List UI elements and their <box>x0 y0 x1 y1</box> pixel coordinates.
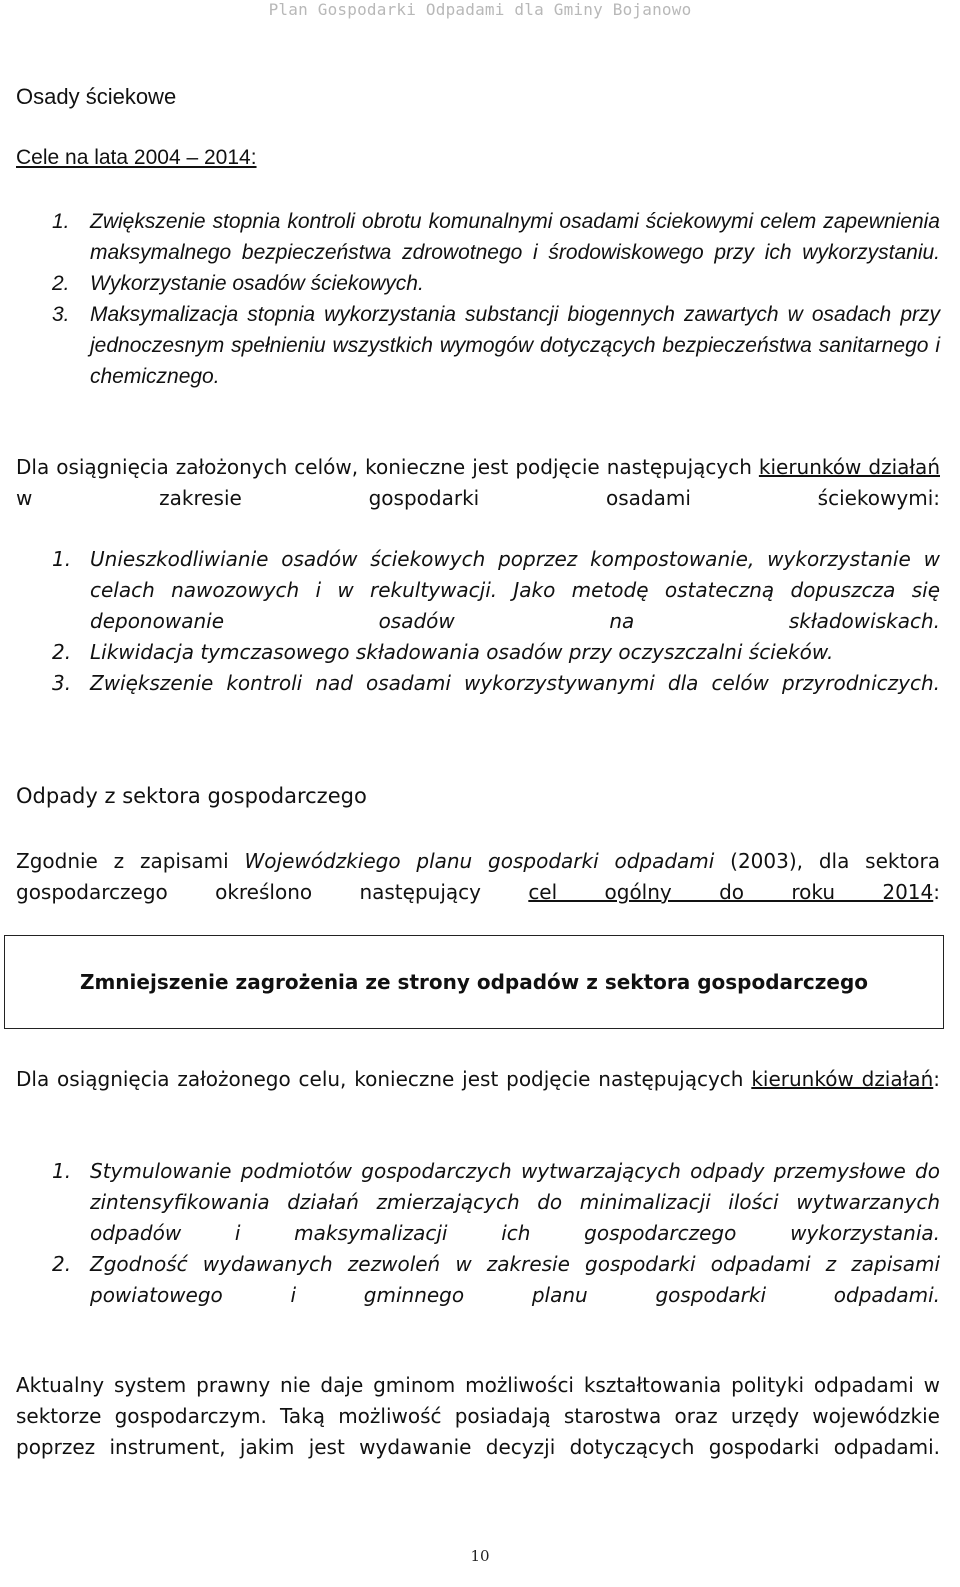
actions-link-text: kierunków działań <box>758 455 940 479</box>
running-header: Plan Gospodarki Odpadami dla Gminy Bojanowo <box>268 0 692 19</box>
list-number: 1. <box>52 547 72 571</box>
sewage-goals-list <box>16 206 940 392</box>
list-item <box>16 637 940 668</box>
list-item <box>16 268 940 299</box>
list-item <box>16 206 940 268</box>
goals-heading: Cele na lata 2004 – 2014: <box>16 146 257 169</box>
economic-intro-paragraph: Zgodnie z zapisami Wojewódzkiego planu gospodarki odpadami (2003), dla sektora gospodarczego określono następujący cel ogólny do roku 2014: <box>16 849 941 904</box>
page-number: 10 <box>470 1547 490 1565</box>
list-item <box>16 544 940 637</box>
list-number: 3. <box>52 671 72 695</box>
goal-box <box>4 935 944 1029</box>
closing-paragraph: Aktualny system prawny nie daje gminom możliwości kształtowania polityki odpadami w sektorze gospodarczym. Taką możliwość posiadają starostwa oraz urzędy wojewódzkie poprzez instrument, jakim jest wydawanie decyzji dotyczących gospodarki odpadami. <box>16 1373 940 1459</box>
list-item-text: Stymulowanie podmiotów gospodarczych wytwarzających odpady przemysłowe do zintensyfikowania działań zmierzających do minimalizacji ilości wytwarzanych odpadów i maksymalizacji ich gospodarczego wykorzystania. <box>90 1159 940 1245</box>
section-title-economic: Odpady z sektora gospodarczego <box>16 784 367 808</box>
list-item <box>16 299 940 392</box>
economic-actions-intro: Dla osiągnięcia założonego celu, konieczne jest podjęcie następujących kierunków działań: <box>16 1067 940 1091</box>
list-item-text: Maksymalizacja stopnia wykorzystania substancji biogennych zawartych w osadach przy jednoczesnym spełnieniu wszystkich wymogów dotyczących bezpieczeństwa sanitarnego i chemicznego. <box>90 303 940 388</box>
list-item-text: Zwiększenie stopnia kontroli obrotu komunalnymi osadami ściekowymi celem zapewnienia maksymalnego bezpieczeństwa zdrowotnego i środowiskowego przy ich wykorzystaniu. <box>90 210 940 264</box>
list-item <box>16 1156 940 1249</box>
actions-link-text: kierunków działań <box>751 1067 934 1091</box>
economic-actions-list <box>16 1156 940 1311</box>
general-goal-link-text: cel ogólny do roku 2014 <box>528 880 934 904</box>
list-item-text: Zwiększenie kontroli nad osadami wykorzystywanymi dla celów przyrodniczych. <box>90 671 940 695</box>
sewage-actions-list <box>16 544 940 699</box>
list-number: 2. <box>52 1252 72 1276</box>
sewage-actions-intro: Dla osiągnięcia założonych celów, konieczne jest podjęcie następujących kierunków działań w zakresie gospodarki osadami ściekowymi: <box>16 455 940 510</box>
list-item-text: Zgodność wydawanych zezwoleń w zakresie gospodarki odpadami z zapisami powiatowego i gminnego planu gospodarki odpadami. <box>90 1252 940 1307</box>
plan-title-italic: Wojewódzkiego planu gospodarki odpadami <box>244 849 715 873</box>
list-item-text: Unieszkodliwianie osadów ściekowych poprzez kompostowanie, wykorzystanie w celach nawozowych i w rekultywacji. Jako metodę ostateczną dopuszcza się deponowanie osadów na składowiskach. <box>90 547 940 633</box>
list-item <box>16 668 940 699</box>
list-number: 3. <box>52 303 70 326</box>
goal-text: Zmniejszenie zagrożenia ze strony odpadów z sektora gospodarczego <box>79 970 869 994</box>
list-number: 1. <box>52 210 70 233</box>
list-item-text: Wykorzystanie osadów ściekowych. <box>90 272 424 295</box>
list-number: 2. <box>52 640 72 664</box>
section-title-sewage: Osady ściekowe <box>16 84 177 109</box>
list-number: 1. <box>52 1159 72 1183</box>
list-number: 2. <box>52 272 70 295</box>
list-item-text: Likwidacja tymczasowego składowania osadów przy oczyszczalni ścieków. <box>90 640 834 664</box>
list-item <box>16 1249 940 1311</box>
